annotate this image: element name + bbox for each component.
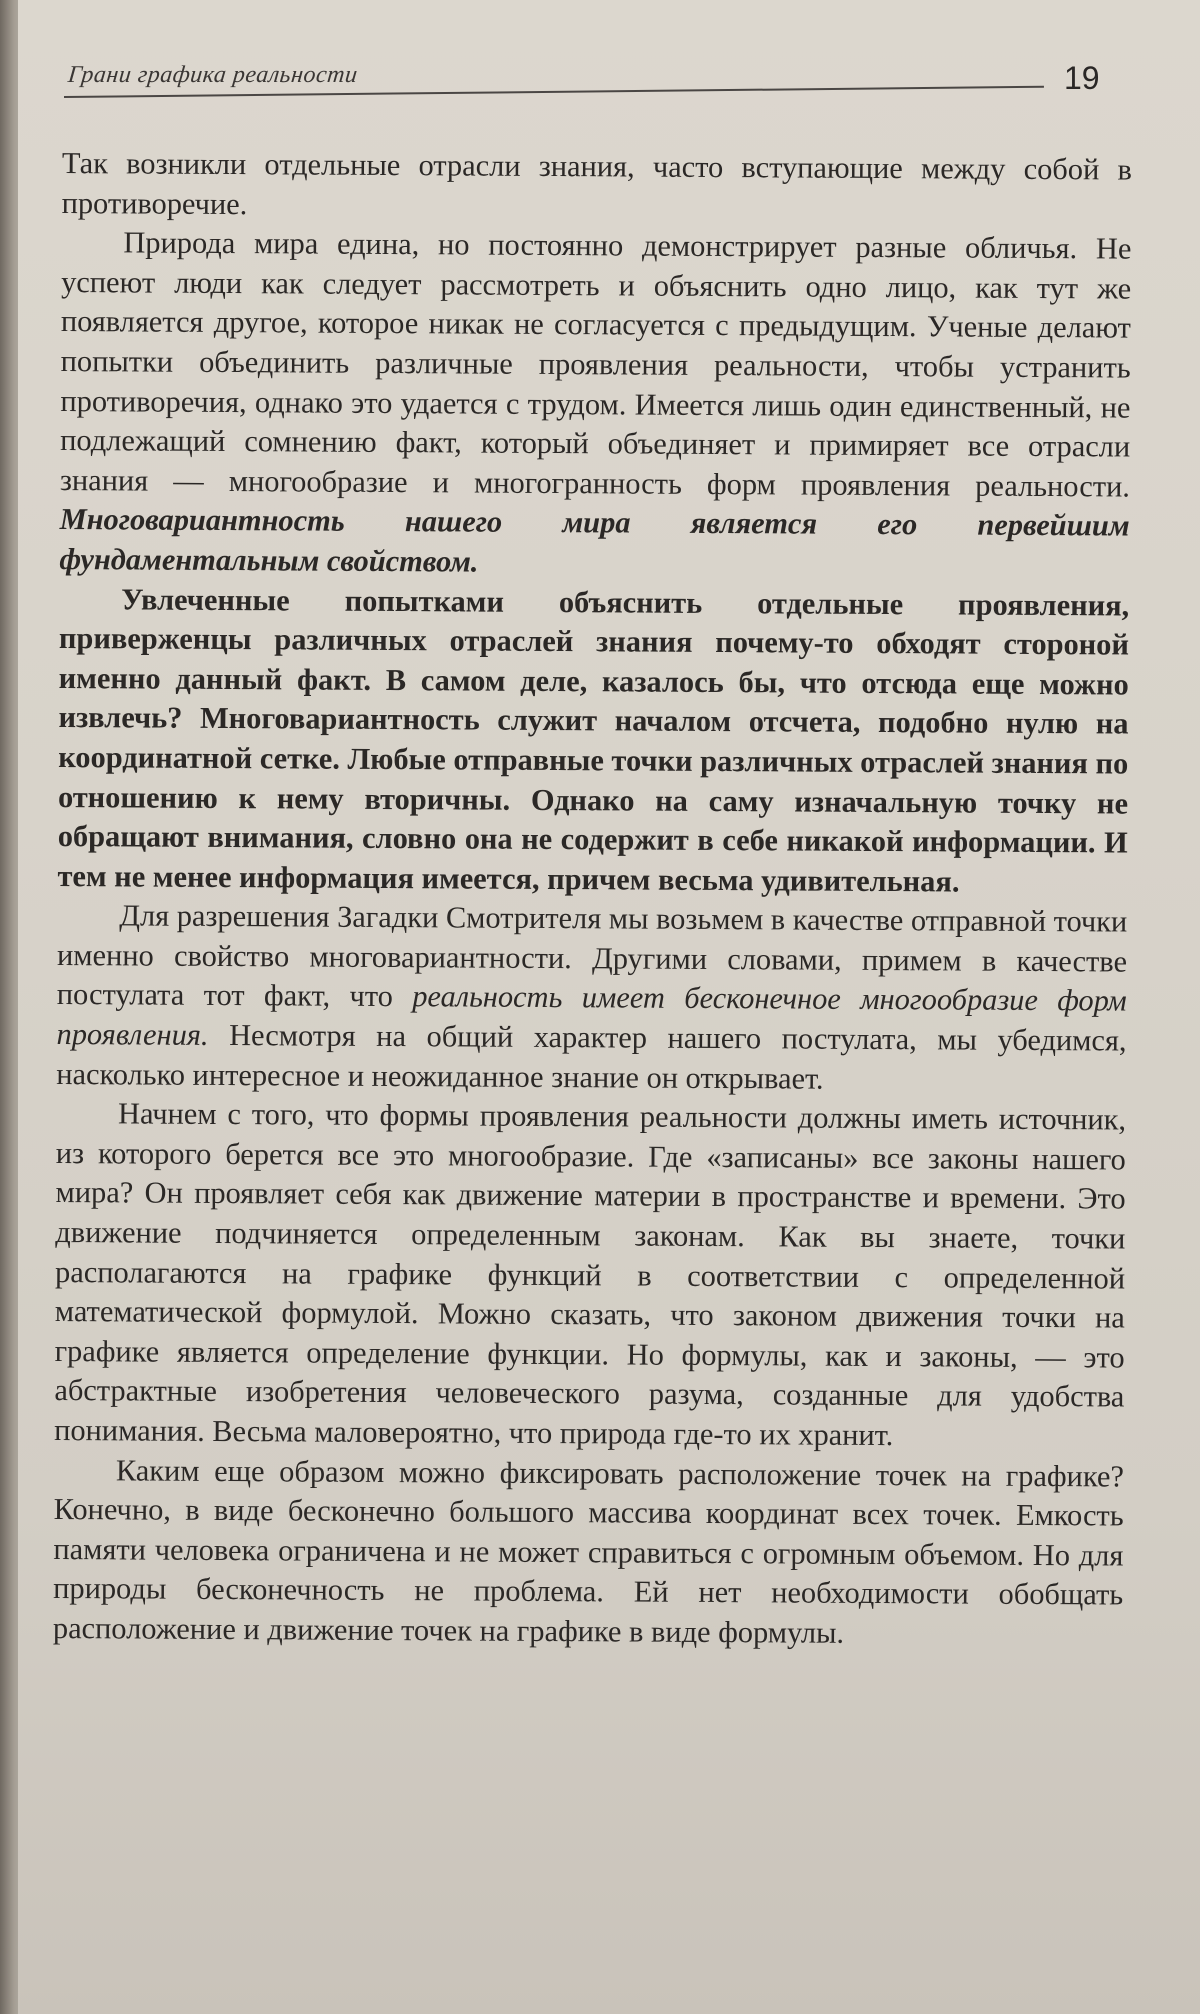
paragraph-4-emphasis: реальность имеет бесконечное многообразие форм проявления. [56,979,1127,1052]
paragraph-3 [57,580,1129,903]
paragraph-2-text: Природа мира едина, но постоянно демонстрирует разные обличья. Не успеют люди как следует рассмотреть и объяснить одно лицо, как тут же появляется другое, которое никак не согласуется с предыдущим. Ученые делают попытки объединить различные проявления реальности, чтобы устранить противоречия, однако это удается с трудом. Имеется лишь один единственный, не подлежащий сомнению факт, который объединяет и примиряет все отрасли знания — многообразие и многогранность форм проявления реальности. [59,225,1132,504]
paragraph-1-text: Так возникли отдельные отрасли знания, часто вступающие между собой в противоречие. [61,145,1132,221]
paragraph-2-emphasis: Многовариантность нашего мира является его первейшим фундаментальным свойством. [59,502,1130,579]
paragraph-6 [53,1451,1124,1656]
paragraph-4 [56,896,1127,1101]
paragraph-5-text: Начнем с того, что формы проявления реальности должны иметь источник, из которого берется все это многообразие. Где «записаны» все законы нашего мира? Он проявляет себя как движение материи в пространстве и времени. Это движение подчиняется определенным законам. Как вы знаете, точки располагаются на графике функций в соответствии с определенной математической формулой. Можно сказать, что законом движения точки на графике является определение функции. Но формулы, как и законы, — это абстрактные изобретения человеческого разума, созданные для удобства понимания. Весьма маловероятно, что природа где-то их хранит. [54,1096,1127,1453]
paragraph-3-text: Увлеченные попытками объяснить отдельные проявления, приверженцы различных отраслей знания почему-то обходят стороной именно данный факт. В самом деле, казалось бы, что отсюда еще можно извлечь? Многовариантность служит началом отсчета, подобно нулю на координатной сетке. Любые отправные точки различных отраслей знания по отношению к нему вторичны. Однако на саму изначальную точку не обращают внимания, словно она не содержит в себе никакой информации. И тем не менее информация имеется, причем весьма удивительная. [57,581,1130,899]
running-header [54,56,1114,106]
body-text [53,144,1132,1655]
page-number: 19 [1064,60,1100,96]
paragraph-2 [59,223,1131,586]
book-page [18,0,1200,2014]
paragraph-4-after: Несмотря на общий характер нашего постулата, мы убедимся, насколько интересное и неожиданное знание он открывает. [56,1017,1127,1096]
paragraph-5 [54,1094,1126,1457]
paragraph-4-before: Для разрешения Загадки Смотрителя мы возьмем в качестве отправной точки именно свойство многовариантности. Другими словами, примем в качестве постулата тот факт, что [56,898,1128,1014]
paragraph-1 [62,144,1132,230]
running-title: Грани графика реальности [66,62,359,88]
paragraph-6-text: Каким еще образом можно фиксировать расположение точек на графике? Конечно, в виде бесконечно большого массива координат всех точек. Емкость памяти человека ограничена и не может справиться с огромным объемом. Но для природы бесконечность не проблема. Ей нет необходимости обобщать расположение и движение точек на графике в виде формулы. [52,1452,1124,1650]
